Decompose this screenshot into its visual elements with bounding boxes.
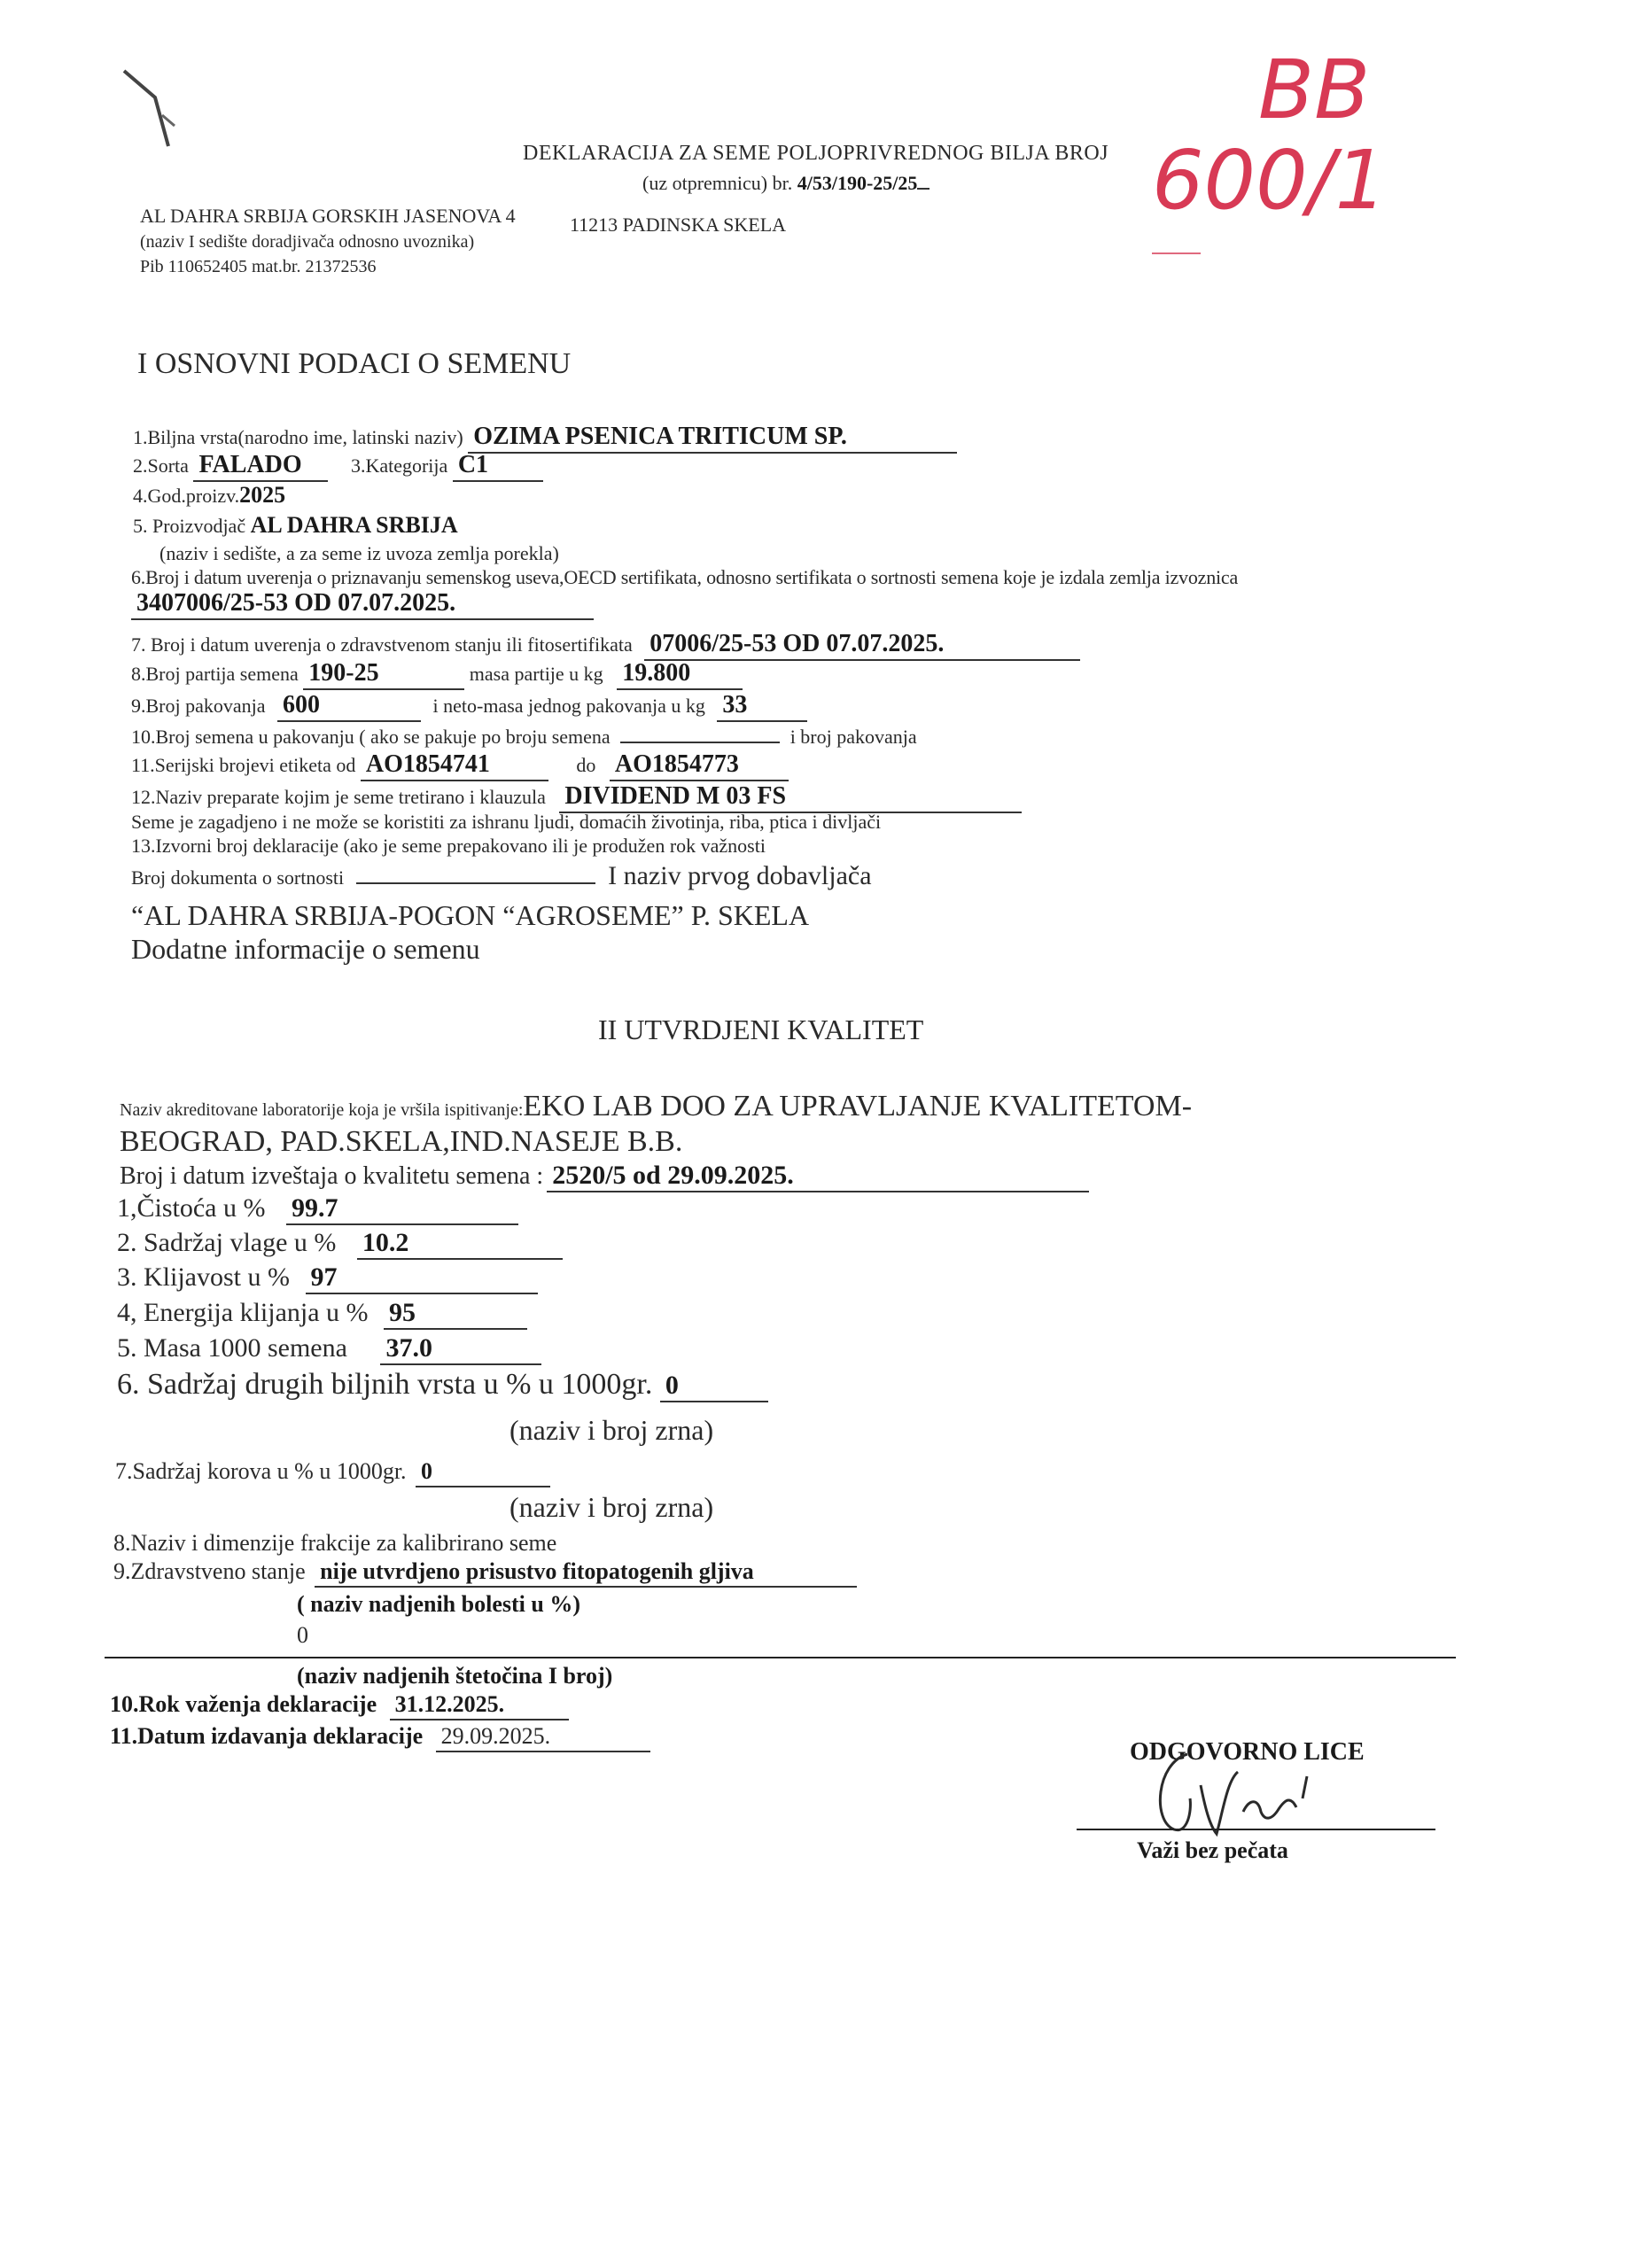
field-6-label: 6.Broj i datum uverenja o priznavanju semenskog useva,OECD sertifikata, odnosno sertifikata o sortnosti semena koje je izdala zemlja izvoznica xyxy=(131,566,1239,588)
additional-info: Dodatne informacije o semenu xyxy=(131,933,480,965)
field-9b-label: i neto-masa jednog pakovanja u kg xyxy=(432,695,705,717)
field-11-label: 11.Serijski brojevi etiketa od xyxy=(131,754,356,776)
lab-line xyxy=(120,1090,1192,1122)
quality-4-label: 4, Energija klijanja u % xyxy=(117,1298,369,1327)
quality-9-label: 9.Zdravstveno stanje xyxy=(113,1558,306,1584)
quality-9-note: ( naziv nadjenih bolesti u %) xyxy=(297,1591,580,1617)
field-13b-suffix: I naziv prvog dobavljača xyxy=(608,861,872,890)
quality-7-value: 0 xyxy=(416,1459,550,1487)
lab-value-2: BEOGRAD, PAD.SKELA,IND.NASEJE B.B. xyxy=(120,1125,683,1158)
field-9 xyxy=(131,692,807,722)
issue-date-label: 11.Datum izdavanja deklaracije xyxy=(110,1723,424,1749)
field-13b-label: Broj dokumenta o sortnosti xyxy=(131,866,345,889)
handwritten-mark-bb: BB xyxy=(1258,43,1371,137)
pests-note: (naziv nadjenih štetočina I broj) xyxy=(297,1663,613,1689)
declaration-number: 4/53/190-25/25 xyxy=(797,172,918,194)
lab-label: Naziv akreditovane laboratorije koja je vršila ispitivanje: xyxy=(120,1100,524,1120)
divider-line xyxy=(105,1657,1456,1658)
quality-9-value: nije utvrdjeno prisustvo fitopatogenih gljiva xyxy=(315,1559,857,1588)
quality-5-label: 5. Masa 1000 semena xyxy=(117,1333,347,1363)
quality-6-label: 6. Sadržaj drugih biljnih vrsta u % u 1000gr. xyxy=(117,1368,653,1401)
field-8-value: 190-25 xyxy=(303,660,464,690)
quality-4-value: 95 xyxy=(384,1298,527,1330)
field-4-value: 2025 xyxy=(239,482,286,508)
declaration-title: DEKLARACIJA ZA SEME POLJOPRIVREDNOG BILJA BROJ xyxy=(523,142,1109,165)
field-3-value: C1 xyxy=(453,452,543,482)
quality-1 xyxy=(117,1193,518,1225)
field-11-to-label: do xyxy=(576,754,596,776)
field-12-note: Seme je zagadjeno i ne može se koristiti za ishranu ljudi, domaćih životinja, riba, ptica i divljači xyxy=(131,811,882,833)
quality-3-label: 3. Klijavost u % xyxy=(117,1262,290,1292)
quality-2-label: 2. Sadržaj vlage u % xyxy=(117,1228,337,1257)
company-address: AL DAHRA SRBIJA GORSKIH JASENOVA 4 xyxy=(140,205,516,227)
quality-9-zero: 0 xyxy=(297,1622,308,1648)
company-ids: Pib 110652405 mat.br. 21372536 xyxy=(140,257,377,276)
field-12-label: 12.Naziv preparate kojim je seme tretirano i klauzula xyxy=(131,786,546,808)
handwritten-signature xyxy=(1139,1736,1369,1852)
field-5-value: AL DAHRA SRBIJA xyxy=(250,512,458,538)
validity-label: 10.Rok važenja deklaracije xyxy=(110,1691,377,1717)
field-8-label: 8.Broj partija semena xyxy=(131,663,299,685)
quality-1-label: 1,Čistoća u % xyxy=(117,1193,266,1223)
quality-8-label: 8.Naziv i dimenzije frakcije za kalibrirano seme xyxy=(113,1530,557,1556)
field-7-value: 07006/25-53 OD 07.07.2025. xyxy=(644,631,1080,661)
quality-2-value: 10.2 xyxy=(357,1228,563,1260)
field-10-blank xyxy=(620,722,780,743)
field-3-label: 3.Kategorija xyxy=(350,454,448,477)
quality-6-value: 0 xyxy=(660,1371,768,1402)
field-1 xyxy=(133,423,957,454)
section1-title: I OSNOVNI PODACI O SEMENU xyxy=(137,347,572,380)
field-4-label: 4.God.proizv. xyxy=(133,485,240,507)
field-6 xyxy=(131,590,594,620)
declaration-number-prefix: (uz otpremnicu) br. xyxy=(642,172,793,194)
field-9b-value: 33 xyxy=(717,692,807,722)
field-7 xyxy=(131,631,1080,661)
handwritten-dash xyxy=(1152,252,1201,254)
report-label: Broj i datum izveštaja o kvalitetu semena : xyxy=(120,1162,544,1190)
report-line xyxy=(120,1161,1089,1192)
company-city: 11213 PADINSKA SKELA xyxy=(570,214,787,236)
field-6-value: 3407006/25-53 OD 07.07.2025. xyxy=(131,590,594,620)
field-8 xyxy=(131,660,743,690)
issue-date-value: 29.09.2025. xyxy=(436,1724,650,1752)
field-5-label: 5. Proizvodjač xyxy=(133,515,246,537)
field-2-3 xyxy=(133,452,543,482)
field-11 xyxy=(131,751,789,781)
signature-line xyxy=(1077,1829,1435,1830)
field-4 xyxy=(133,483,285,509)
responsible-person-title: ODGOVORNO LICE xyxy=(1130,1738,1365,1766)
field-8b-value: 19.800 xyxy=(617,660,743,690)
supplier-name: “AL DAHRA SRBIJA-POGON “AGROSEME” P. SKELA xyxy=(131,899,810,931)
issue-date-line xyxy=(110,1724,650,1752)
quality-7-note: (naziv i broj zrna) xyxy=(509,1491,714,1523)
field-12-value: DIVIDEND M 03 FS xyxy=(559,783,1022,813)
field-10b-label: i broj pakovanja xyxy=(789,726,917,748)
company-note: (naziv I sedište doradjivača odnosno uvoznika) xyxy=(140,232,475,252)
declaration-number-line xyxy=(642,168,930,194)
field-5-note: (naziv i sedište, a za seme iz uvoza zemlja porekla) xyxy=(159,542,559,564)
handwritten-mark-number: 600/1 xyxy=(1152,133,1388,228)
quality-6 xyxy=(117,1368,768,1402)
field-1-label: 1.Biljna vrsta(narodno ime, latinski naziv) xyxy=(133,426,463,448)
blank-line xyxy=(917,168,930,190)
field-1-value: OZIMA PSENICA TRITICUM SP. xyxy=(468,423,957,454)
field-12 xyxy=(131,783,1022,813)
lab-value-1: EKO LAB DOO ZA UPRAVLJANJE KVALITETOM- xyxy=(523,1090,1193,1122)
report-value: 2520/5 od 29.09.2025. xyxy=(547,1161,1089,1192)
field-10 xyxy=(131,722,917,748)
field-13b-blank xyxy=(356,868,595,884)
quality-6-note: (naziv i broj zrna) xyxy=(509,1414,714,1446)
validity-value: 31.12.2025. xyxy=(390,1692,569,1720)
stamp-note: Važi bez pečata xyxy=(1137,1837,1288,1863)
field-10-label: 10.Broj semena u pakovanju ( ako se pakuje po broju semena xyxy=(131,726,611,748)
field-13-label: 13.Izvorni broj deklaracije (ako je seme prepakovano ili je produžen rok važnosti xyxy=(131,835,766,857)
field-8b-label: masa partije u kg xyxy=(469,663,603,685)
field-13b xyxy=(131,861,872,890)
quality-3-value: 97 xyxy=(306,1262,538,1294)
quality-5 xyxy=(117,1333,541,1365)
quality-9 xyxy=(113,1559,857,1588)
quality-1-value: 99.7 xyxy=(286,1193,518,1225)
validity-line xyxy=(110,1692,569,1720)
field-2-label: 2.Sorta xyxy=(133,454,189,477)
field-2-value: FALADO xyxy=(193,452,328,482)
quality-4 xyxy=(117,1298,527,1330)
staple-mark xyxy=(120,62,191,159)
field-11-from: AO1854741 xyxy=(361,751,548,781)
quality-7-label: 7.Sadržaj korova u % u 1000gr. xyxy=(115,1458,407,1484)
quality-3 xyxy=(117,1262,538,1294)
field-11-to: AO1854773 xyxy=(610,751,789,781)
field-5 xyxy=(133,513,458,539)
field-9-value: 600 xyxy=(277,692,421,722)
section2-title: II UTVRDJENI KVALITET xyxy=(598,1014,924,1045)
quality-7 xyxy=(115,1459,550,1487)
field-7-label: 7. Broj i datum uverenja o zdravstvenom stanju ili fitosertifikata xyxy=(131,633,633,656)
field-9-label: 9.Broj pakovanja xyxy=(131,695,266,717)
quality-2 xyxy=(117,1228,563,1260)
quality-5-value: 37.0 xyxy=(380,1333,541,1365)
